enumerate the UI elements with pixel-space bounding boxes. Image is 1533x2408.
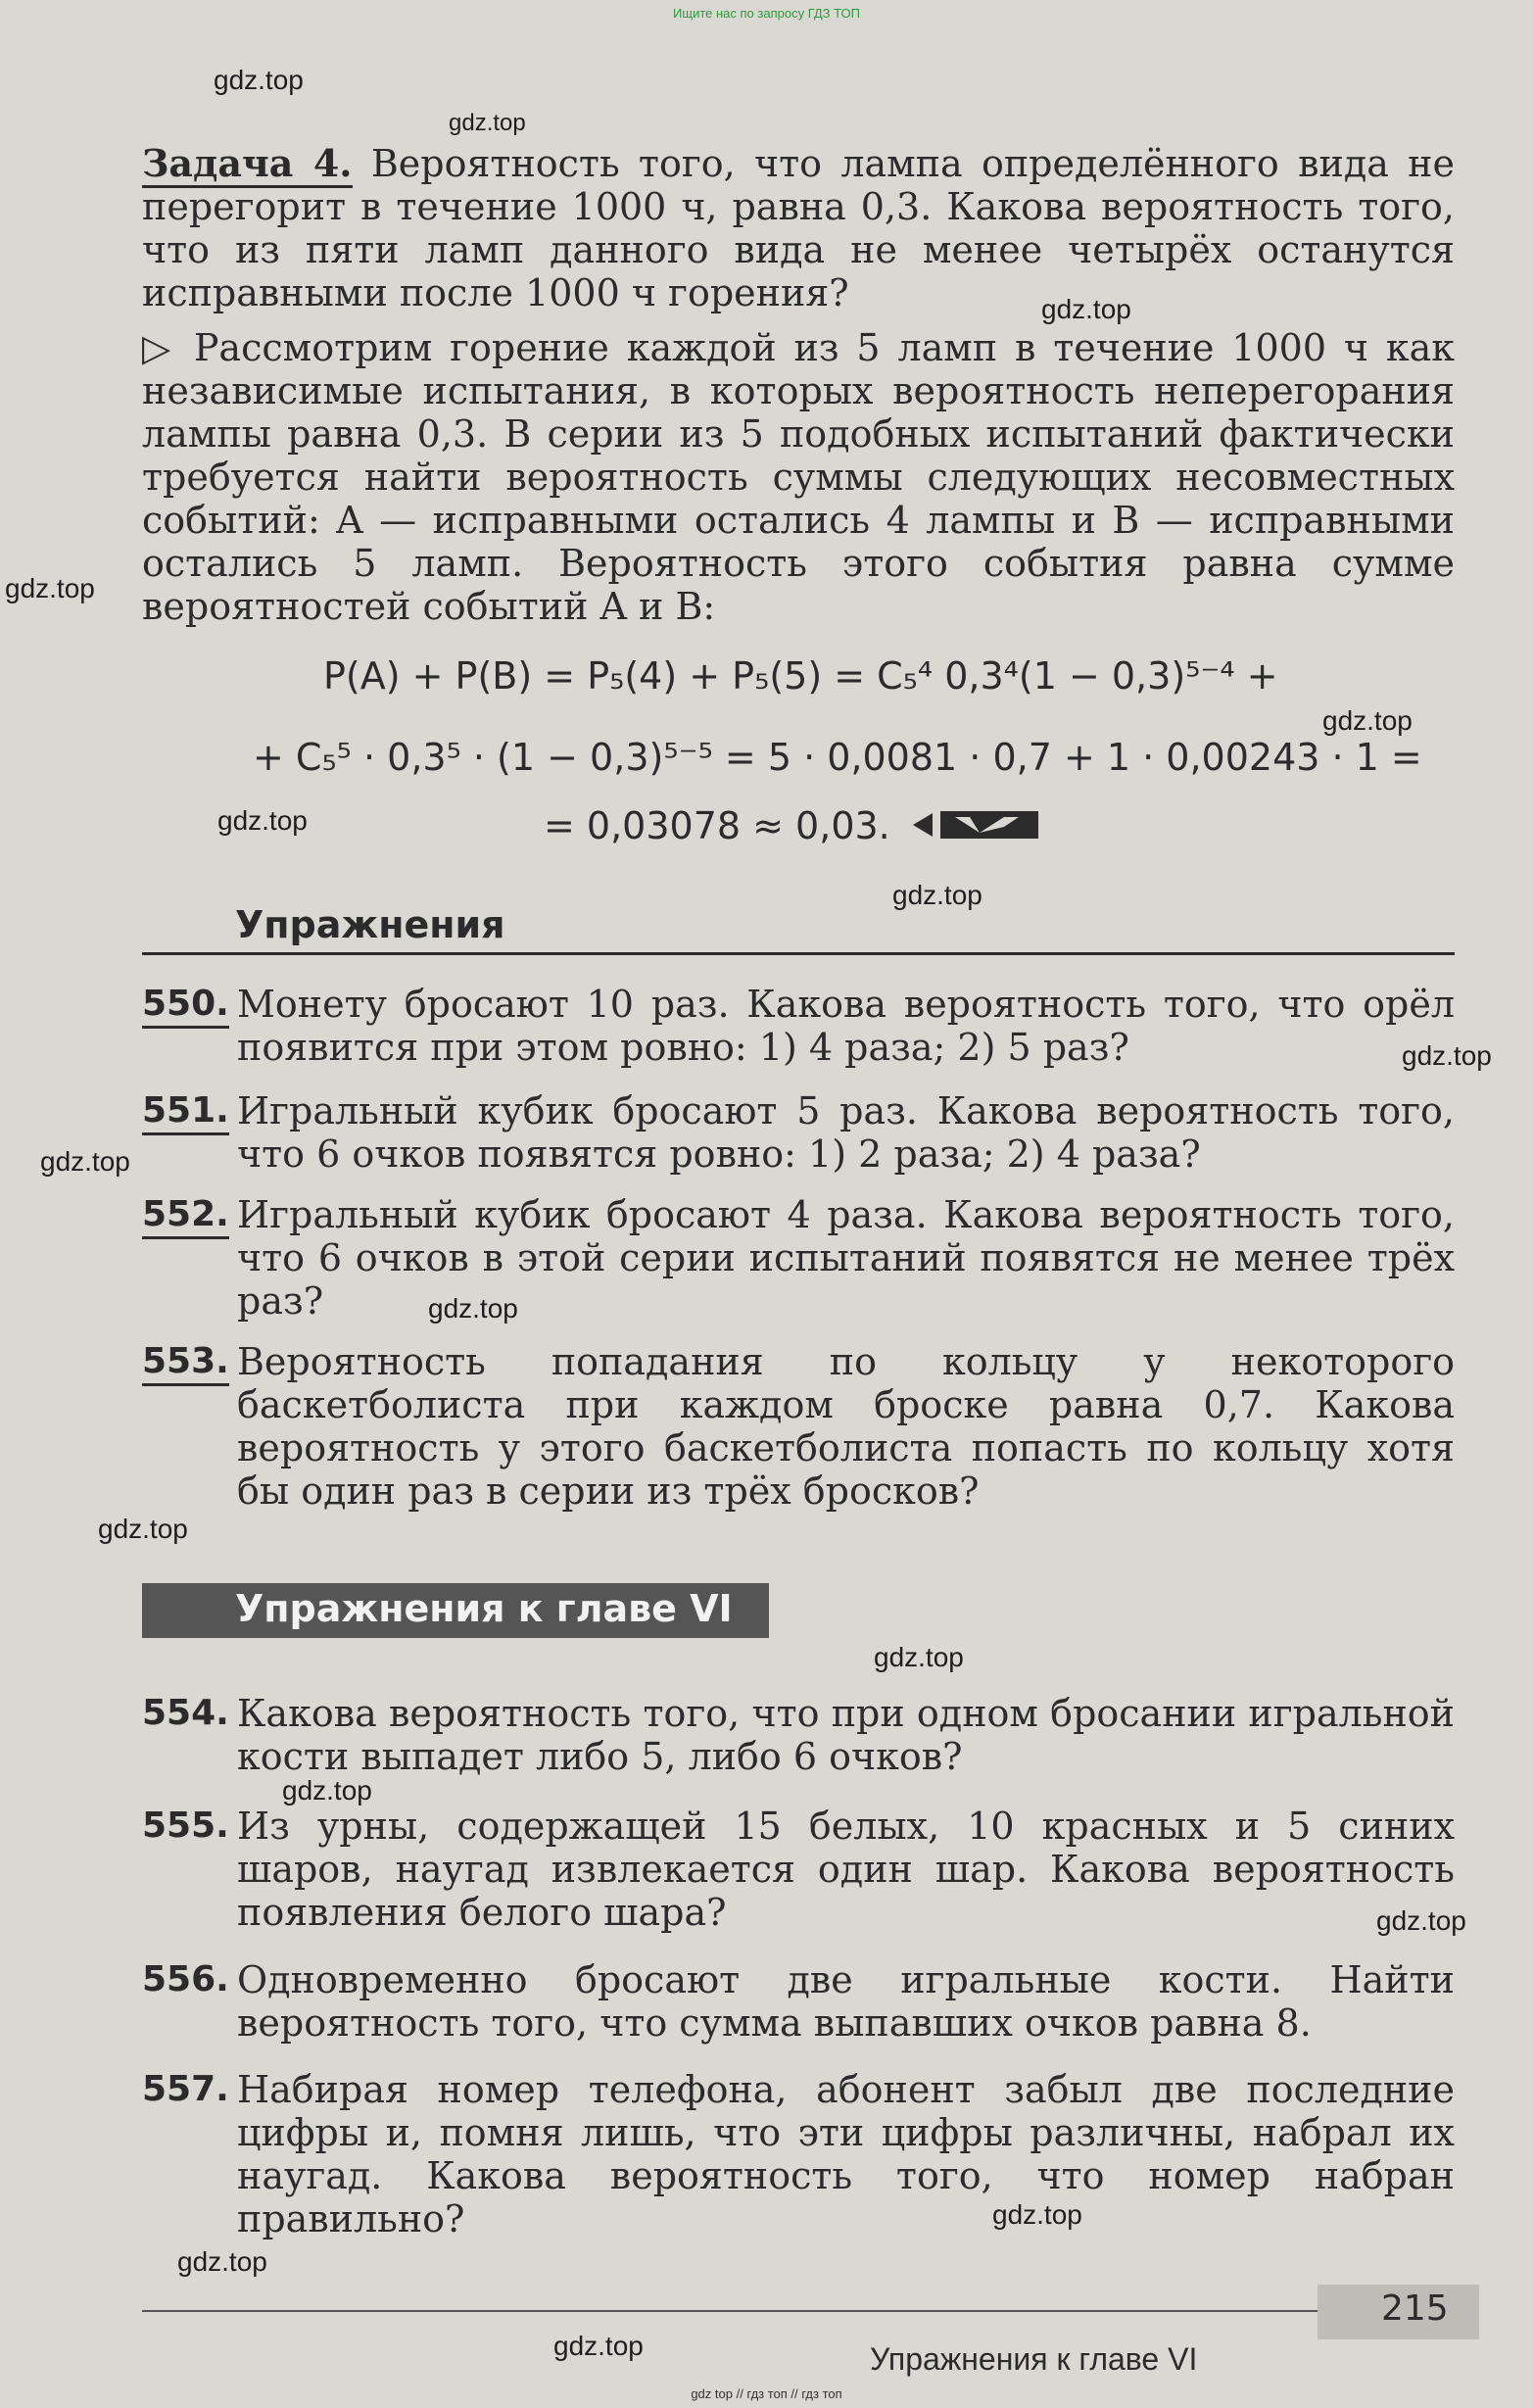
exercise-553 xyxy=(142,1340,1455,1513)
exercise-number: 554. xyxy=(142,1693,229,1733)
formula-line-3: = 0,03078 ≈ 0,03. xyxy=(544,804,890,847)
section-heading-chapter-exercises: Упражнения к главе VI xyxy=(235,1587,733,1630)
page-number: 215 xyxy=(1381,2288,1449,2329)
exercise-number: 553. xyxy=(142,1340,229,1386)
exercise-text: Набирая номер телефона, абонент забыл две последние цифры и, помня лишь, что эти цифры различны, набрал их наугад. Какова вероятность того, что номер набран правильно? xyxy=(237,2068,1455,2240)
exercise-text: Из урны, содержащей 15 белых, 10 красных и 5 синих шаров, наугад извлекается один шар. Какова вероятность появления белого шара? xyxy=(237,1805,1455,1934)
section-heading-exercises: Упражнения xyxy=(235,903,505,946)
exercise-556 xyxy=(142,1958,1455,2045)
top-banner: Ищите нас по запросу ГДЗ ТОП xyxy=(673,6,860,21)
exercise-554 xyxy=(142,1692,1455,1778)
exercise-text: Игральный кубик бросают 5 раз. Какова вероятность того, что 6 очков появятся ровно: 1) 2 раза; 2) 4 раза? xyxy=(237,1089,1455,1176)
watermark: gdz.top xyxy=(5,573,95,603)
watermark: gdz.top xyxy=(992,2199,1082,2230)
watermark: gdz.top xyxy=(449,110,526,136)
exercise-number: 557. xyxy=(142,2069,229,2109)
exercise-text: Вероятность попадания по кольцу у некоторого баскетболиста при каждом броске равна 0,7. Какова вероятность у этого баскетболиста попасть по кольцу хотя бы один раз в серии из трёх бросков? xyxy=(237,1340,1455,1513)
running-title: Упражнения к главе VI xyxy=(870,2341,1198,2377)
exercise-555 xyxy=(142,1805,1455,1934)
exercise-557 xyxy=(142,2068,1455,2240)
watermark: gdz.top xyxy=(1041,294,1131,324)
exercise-number: 556. xyxy=(142,1959,229,1999)
exercise-number: 550. xyxy=(142,983,229,1029)
exercise-number: 551. xyxy=(142,1089,229,1135)
footer-rule xyxy=(142,2310,1317,2312)
watermark: gdz.top xyxy=(177,2246,267,2277)
watermark: gdz.top xyxy=(282,1775,372,1806)
exercise-550 xyxy=(142,983,1455,1069)
bottom-banner: gdz top // гдз топ // гдз топ xyxy=(691,2386,842,2401)
watermark: gdz.top xyxy=(40,1146,130,1177)
exercise-text: Какова вероятность того, что при одном бросании игральной кости выпадет либо 5, либо 6 очков? xyxy=(237,1692,1455,1778)
watermark: gdz.top xyxy=(874,1642,964,1672)
watermark: gdz.top xyxy=(98,1514,188,1544)
exercise-text: Игральный кубик бросают 4 раза. Какова вероятность того, что 6 очков в этой серии испытаний появятся не менее трёх раз? xyxy=(237,1193,1455,1323)
task-4 xyxy=(142,142,1455,314)
watermark: gdz.top xyxy=(553,2331,644,2361)
solution-text: Рассмотрим горение каждой из 5 ламп в течение 1000 ч как независимые испытания, в которых вероятность неперегорания лампы равна 0,3. В серии из 5 подобных испытаний фактически требуется найти вероятность суммы следующих несовместных событий: A — исправными остались 4 лампы и B — исправными остались 5 ламп. Вероятность этого события равна сумме вероятностей событий A и B: xyxy=(142,326,1455,628)
task-4-text: Вероятность того, что лампа определённого вида не перегорит в течение 1000 ч, равна 0,3. Какова вероятность того, что из пяти ламп данного вида не менее четырёх останутся исправными после 1000 ч горения? xyxy=(142,142,1455,314)
end-of-solution-icon xyxy=(911,805,1043,844)
solution xyxy=(142,326,1455,628)
exercise-number: 552. xyxy=(142,1193,229,1239)
section-divider xyxy=(142,952,1455,955)
exercise-text: Монету бросают 10 раз. Какова вероятность того, что орёл появится при этом ровно: 1) 4 раза; 2) 5 раз? xyxy=(237,983,1455,1069)
exercise-number: 555. xyxy=(142,1806,229,1846)
watermark: gdz.top xyxy=(892,880,982,910)
exercise-552 xyxy=(142,1193,1455,1323)
watermark: gdz.top xyxy=(428,1293,518,1324)
solution-marker-icon: ▷ xyxy=(142,326,176,369)
watermark: gdz.top xyxy=(1402,1040,1492,1071)
watermark: gdz.top xyxy=(217,805,308,836)
watermark: gdz.top xyxy=(1376,1905,1466,1936)
formula-line-1: P(A) + P(B) = P₅(4) + P₅(5) = C₅⁴ 0,3⁴(1 − 0,3)⁵⁻⁴ + xyxy=(323,654,1278,698)
exercise-551 xyxy=(142,1089,1455,1176)
exercise-text: Одновременно бросают две игральные кости. Найти вероятность того, что сумма выпавших очков равна 8. xyxy=(237,1958,1455,2045)
task-4-label: Задача 4. xyxy=(142,141,353,188)
formula-line-2: + C₅⁵ · 0,3⁵ · (1 − 0,3)⁵⁻⁵ = 5 · 0,0081 · 0,7 + 1 · 0,00243 · 1 = xyxy=(253,736,1422,779)
watermark: gdz.top xyxy=(1322,705,1413,736)
watermark: gdz.top xyxy=(214,65,304,95)
